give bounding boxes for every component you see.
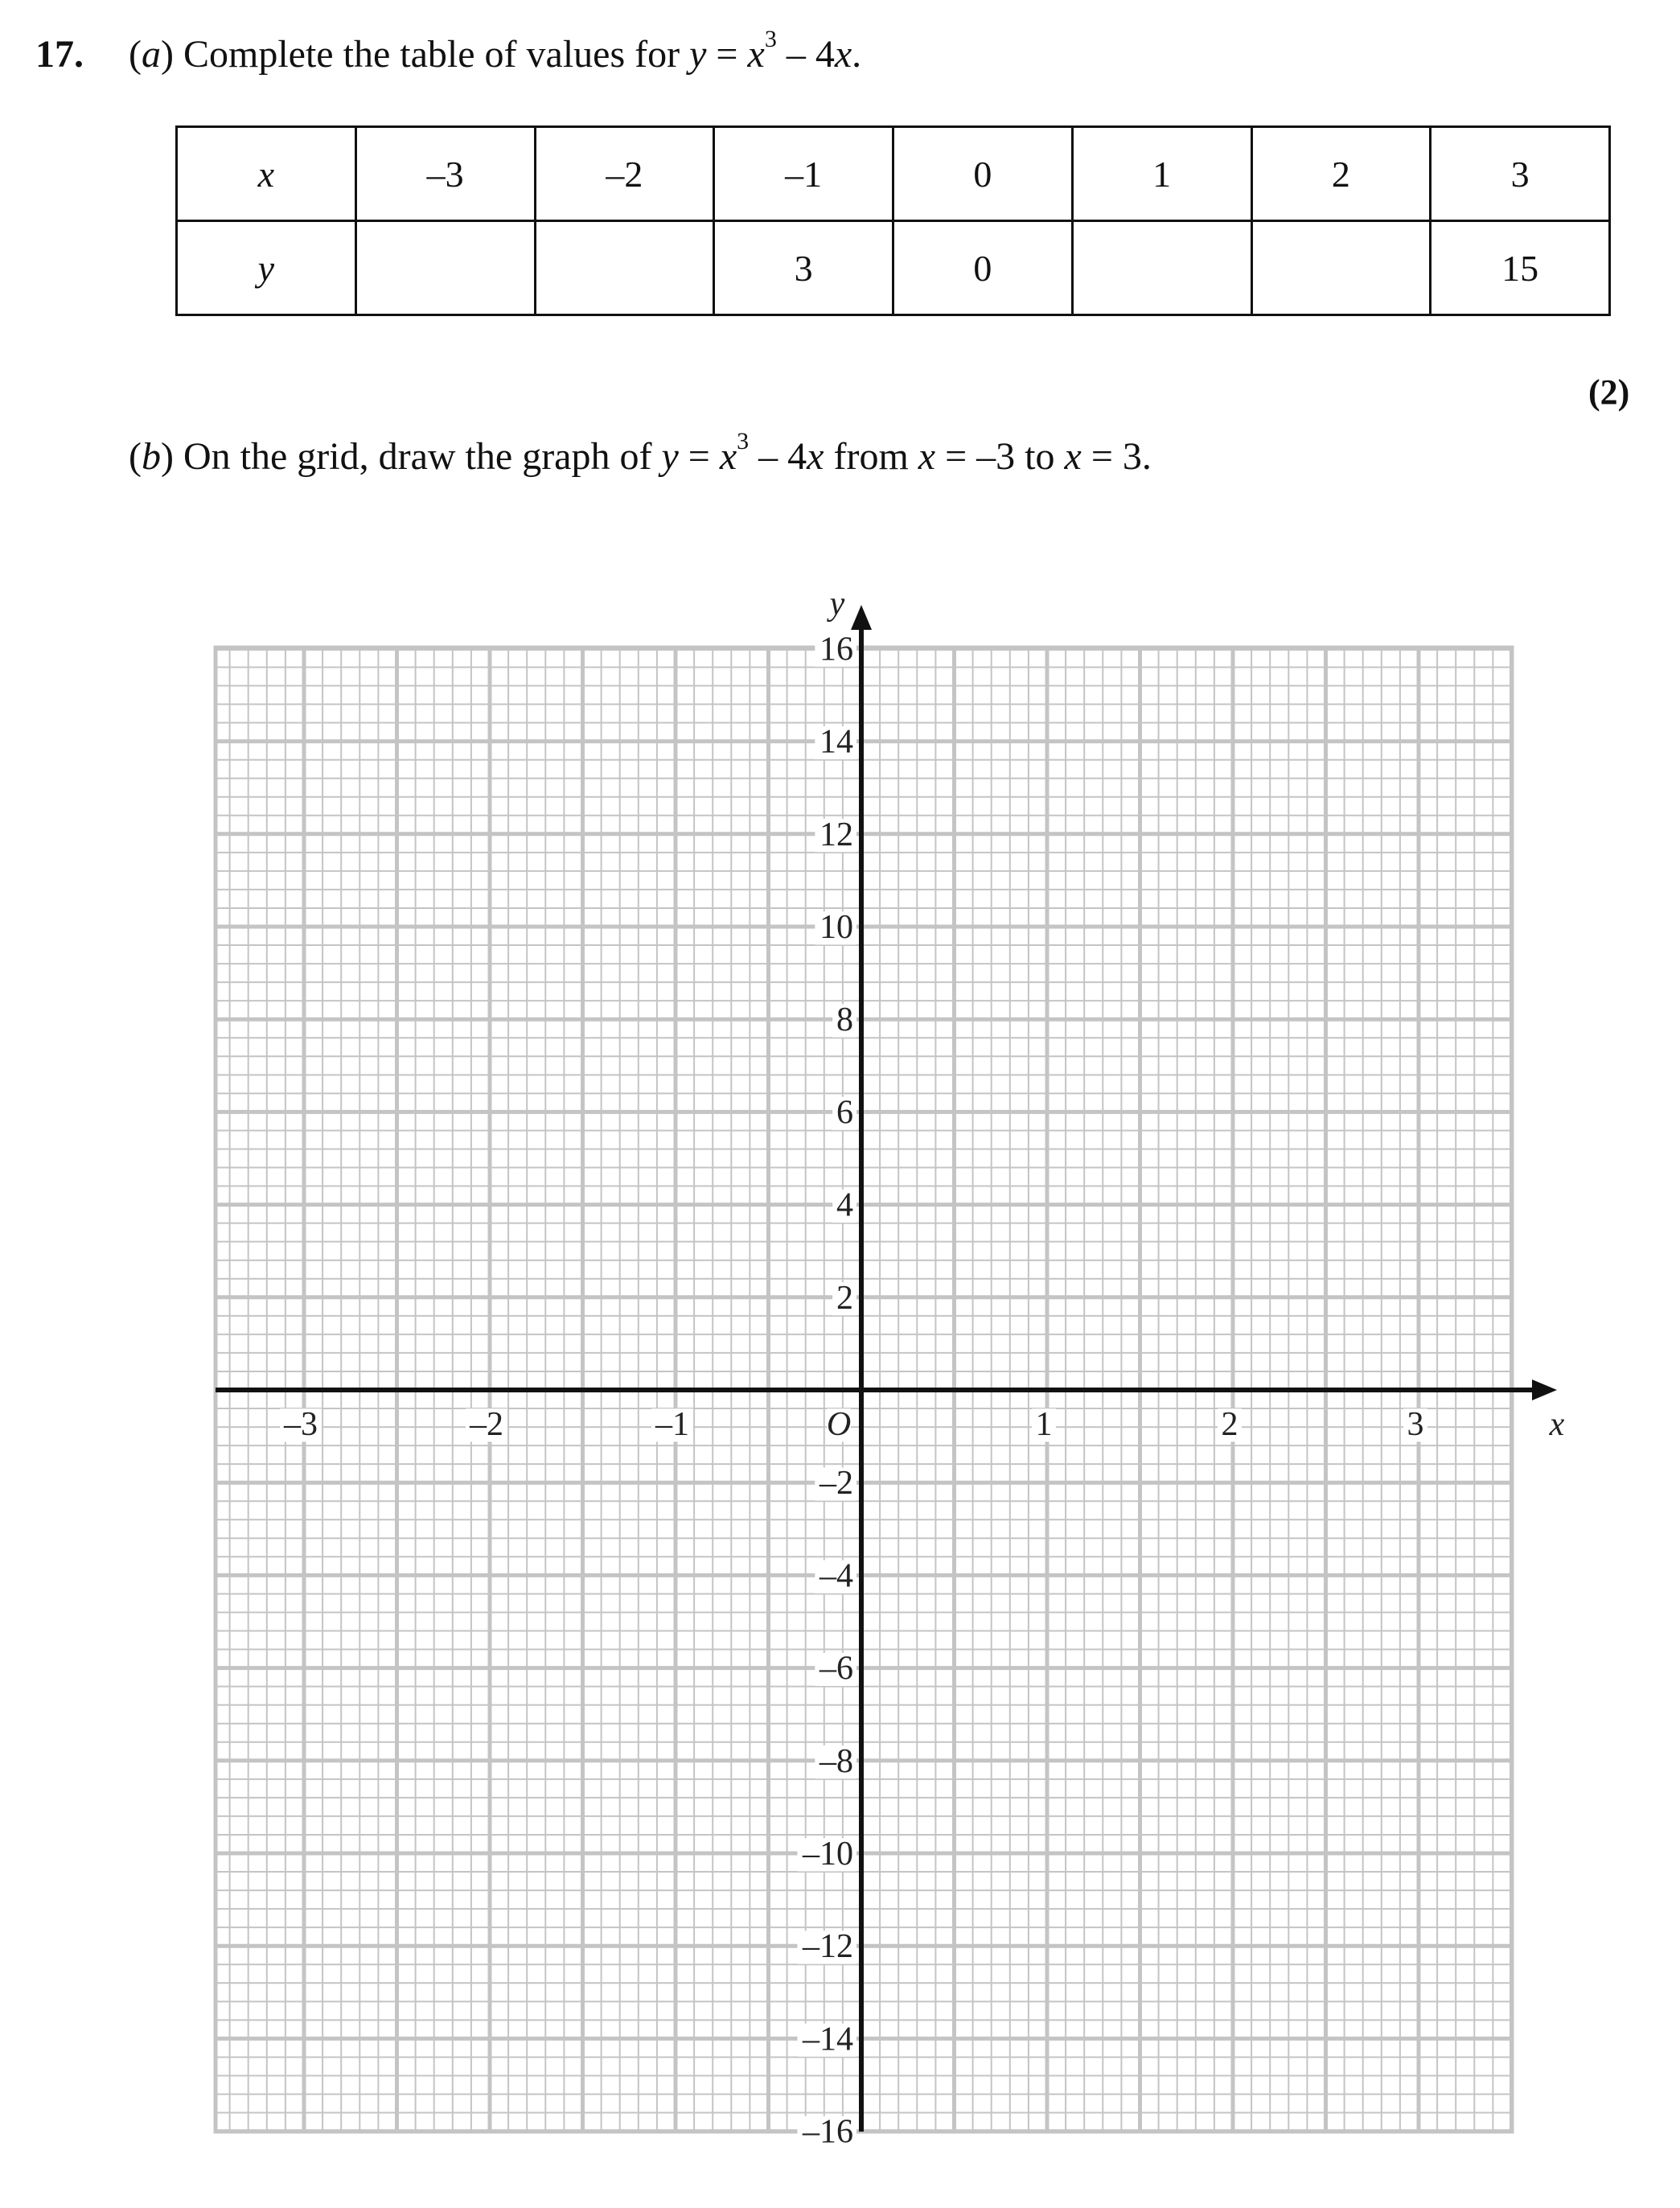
y-header-cell: y bbox=[177, 221, 356, 315]
part-b-label: (b) bbox=[129, 435, 174, 478]
part-b-equation: $y = x^3 - 4x$ bbox=[661, 428, 824, 478]
x-cell: 1 bbox=[1072, 127, 1251, 221]
y-tick-label: –16 bbox=[803, 2113, 853, 2151]
y-tick-label: 14 bbox=[819, 723, 853, 761]
x-row bbox=[177, 127, 1610, 221]
y-tick-label: 16 bbox=[819, 631, 853, 668]
y-tick-label: 2 bbox=[836, 1279, 853, 1317]
y-tick-label: –2 bbox=[819, 1465, 853, 1503]
part-b-range: x = –3 to x = 3. bbox=[918, 435, 1152, 478]
y-cell: 3 bbox=[714, 221, 893, 315]
y-tick-label: –6 bbox=[819, 1650, 853, 1688]
x-cell: 2 bbox=[1251, 127, 1431, 221]
x-cell: –3 bbox=[355, 127, 535, 221]
y-cell-input[interactable] bbox=[1251, 221, 1431, 315]
y-tick-label: –10 bbox=[803, 1836, 853, 1873]
x-tick-label: –3 bbox=[284, 1406, 318, 1443]
x-tick-label: –2 bbox=[470, 1406, 503, 1443]
part-b-text: On the grid, draw the graph of bbox=[183, 435, 652, 478]
x-cell: –2 bbox=[535, 127, 714, 221]
x-cell: 0 bbox=[893, 127, 1073, 221]
graph-grid[interactable] bbox=[0, 563, 1680, 2208]
marks-label: (2) bbox=[1588, 372, 1630, 412]
y-cell: 15 bbox=[1431, 221, 1610, 315]
question-number: 17. bbox=[35, 33, 84, 76]
x-header-cell: x bbox=[177, 127, 356, 221]
x-axis-arrow bbox=[1532, 1379, 1557, 1400]
y-tick-label: 10 bbox=[819, 909, 853, 946]
y-tick-label: 4 bbox=[836, 1186, 853, 1224]
y-cell-input[interactable] bbox=[355, 221, 535, 315]
y-tick-label: –14 bbox=[803, 2021, 853, 2058]
axis-labels bbox=[280, 586, 1565, 2151]
y-tick-label: –8 bbox=[819, 1742, 853, 1780]
origin-label: O bbox=[826, 1406, 852, 1443]
y-cell-input[interactable] bbox=[1072, 221, 1251, 315]
x-tick-label: 3 bbox=[1407, 1406, 1424, 1443]
y-cell-input[interactable] bbox=[535, 221, 714, 315]
y-cell: 0 bbox=[893, 221, 1073, 315]
y-tick-label: –4 bbox=[819, 1557, 853, 1595]
y-tick-label: 8 bbox=[836, 1001, 853, 1039]
part-a-label: (a) bbox=[129, 33, 174, 76]
y-tick-label: 6 bbox=[836, 1094, 853, 1132]
y-axis-arrow bbox=[851, 605, 872, 630]
x-cell: –1 bbox=[714, 127, 893, 221]
y-row bbox=[177, 221, 1610, 315]
part-a-text: Complete the table of values for bbox=[183, 33, 680, 76]
y-tick-label: –12 bbox=[803, 1928, 853, 1966]
part-a-instruction bbox=[129, 26, 862, 76]
x-tick-label: 1 bbox=[1035, 1406, 1053, 1443]
part-a-equation: $y = x^3 - 4x$. bbox=[689, 26, 862, 76]
y-tick-label: 12 bbox=[819, 816, 853, 853]
x-cell: 3 bbox=[1431, 127, 1610, 221]
table-of-values bbox=[175, 125, 1611, 316]
part-b-instruction bbox=[129, 428, 1152, 479]
y-axis-label: y bbox=[829, 586, 845, 623]
x-tick-label: 2 bbox=[1221, 1406, 1238, 1443]
part-b-range-text: from bbox=[833, 435, 909, 478]
x-axis-label: x bbox=[1549, 1406, 1565, 1443]
x-tick-label: –1 bbox=[655, 1406, 689, 1443]
